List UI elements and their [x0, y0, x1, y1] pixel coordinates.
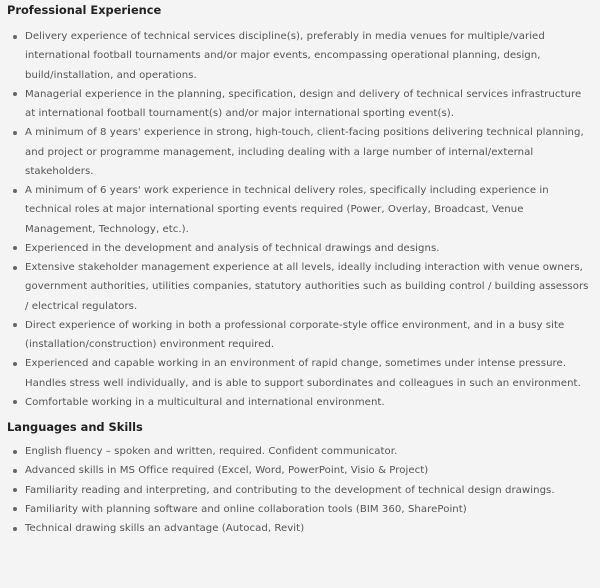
list-item: A minimum of 6 years' work experience in technical delivery roles, specifically including experience in technical roles at major international sporting events required (Power, Overlay, Broadcast, Venue Management, Technology, etc.). [25, 181, 590, 239]
section-heading-languages-and-skills: Languages and Skills [7, 420, 143, 434]
list-item: Familiarity with planning software and online collaboration tools (BIM 360, SharePoint) [25, 500, 590, 519]
section-heading-professional-experience: Professional Experience [7, 3, 162, 17]
list-item: English fluency – spoken and written, required. Confident communicator. [25, 442, 590, 461]
list-item: Experienced in the development and analysis of technical drawings and designs. [25, 239, 590, 258]
list-item: A minimum of 8 years' experience in strong, high-touch, client-facing positions delivering technical planning, and project or programme management, including dealing with a large number of internal/external stakeholders. [25, 123, 590, 181]
professional-experience-list [7, 27, 590, 412]
list-item: Advanced skills in MS Office required (Excel, Word, PowerPoint, Visio & Project) [25, 461, 590, 480]
list-item: Comfortable working in a multicultural and international environment. [25, 393, 590, 412]
list-item: Managerial experience in the planning, specification, design and delivery of technical services infrastructure at international football tournament(s) and/or major international sporting event(s). [25, 85, 590, 124]
list-item: Extensive stakeholder management experience at all levels, ideally including interaction with venue owners, government authorities, utilities companies, statutory authorities such as building control / building assessors / electrical regulators. [25, 258, 590, 316]
list-item: Familiarity reading and interpreting, and contributing to the development of technical design drawings. [25, 481, 590, 500]
languages-skills-list [7, 442, 590, 538]
list-item: Technical drawing skills an advantage (Autocad, Revit) [25, 519, 590, 538]
list-item: Delivery experience of technical services discipline(s), preferably in media venues for multiple/varied international football tournaments and/or major events, encompassing operational planning, design, build/installation, and operations. [25, 27, 590, 85]
list-item: Experienced and capable working in an environment of rapid change, sometimes under intense pressure. Handles stress well individually, and is able to support subordinates and colleagues in such an environment. [25, 354, 590, 393]
list-item: Direct experience of working in both a professional corporate-style office environment, and in a busy site (installation/construction) environment required. [25, 316, 590, 355]
